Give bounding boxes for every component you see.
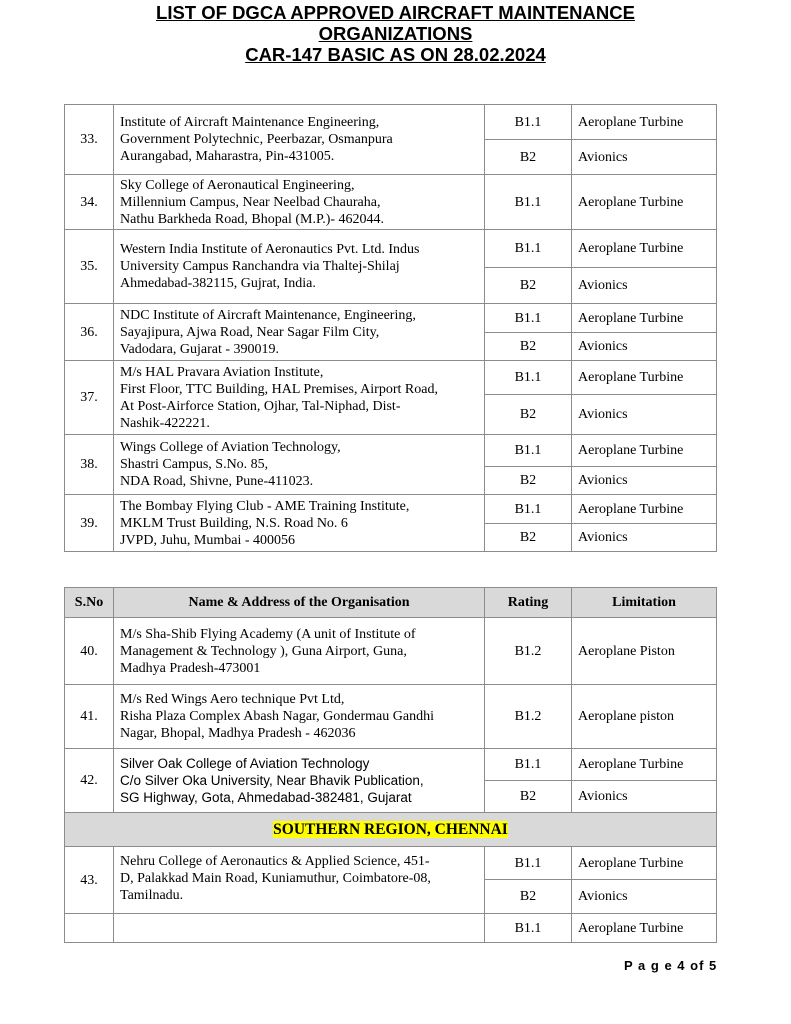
limitation-cell: Aeroplane piston: [572, 685, 717, 749]
region-row: [65, 813, 717, 847]
limitation-cell: Avionics: [572, 467, 717, 495]
table-row: [65, 685, 717, 749]
rating-cell: B1.2: [485, 618, 572, 685]
rating-cell: B2: [485, 467, 572, 495]
table-row: [65, 230, 717, 268]
serial-number: 38.: [65, 435, 114, 495]
address-line: NDC Institute of Aircraft Maintenance, Engineering,: [120, 307, 416, 323]
organisation-address: [114, 435, 485, 495]
serial-number: 39.: [65, 495, 114, 552]
limitation-cell: Avionics: [572, 880, 717, 914]
rating-cell: B1.1: [485, 230, 572, 268]
limitation-cell: Aeroplane Turbine: [572, 435, 717, 467]
address-line: Management & Technology ), Guna Airport, Guna,: [120, 643, 407, 659]
table-row: [65, 847, 717, 880]
rating-cell: B1.1: [485, 749, 572, 781]
limitation-cell: Avionics: [572, 524, 717, 552]
rating-cell: B2: [485, 880, 572, 914]
organisation-address: [114, 618, 485, 685]
rating-cell: B1.1: [485, 304, 572, 333]
organisation-address: [114, 685, 485, 749]
organisation-address: [114, 495, 485, 552]
address-line: JVPD, Juhu, Mumbai - 400056: [120, 532, 296, 548]
table-row: [65, 361, 717, 395]
limitation-cell: Avionics: [572, 781, 717, 813]
serial-number: 34.: [65, 175, 114, 230]
address-line: Nehru College of Aeronautics & Applied Science, 451-: [120, 854, 430, 869]
table-row: [65, 175, 717, 230]
address-line: Tamilnadu.: [120, 888, 184, 903]
limitation-cell: Aeroplane Turbine: [572, 230, 717, 268]
address-line: Vadodara, Gujarat - 390019.: [120, 341, 280, 357]
address-line: Government Polytechnic, Peerbazar, Osmanpura: [120, 132, 393, 147]
rating-cell: B2: [485, 268, 572, 304]
address-line: Millennium Campus, Near Neelbad Chauraha,: [120, 194, 381, 210]
address-line: Aurangabad, Maharastra, Pin-431005.: [120, 149, 335, 164]
address-line: M/s HAL Pravara Aviation Institute,: [120, 364, 324, 380]
table-header-row: [65, 588, 717, 618]
address-line: D, Palakkad Main Road, Kuniamuthur, Coimbatore-08,: [120, 871, 431, 886]
limitation-cell: Aeroplane Piston: [572, 618, 717, 685]
limitation-cell: Avionics: [572, 333, 717, 361]
address-line: Shastri Campus, S.No. 85,: [120, 457, 269, 472]
address-line: MKLM Trust Building, N.S. Road No. 6: [120, 515, 348, 531]
address-line: Western India Institute of Aeronautics Pvt. Ltd. Indus: [120, 242, 420, 257]
title-line-1: LIST OF DGCA APPROVED AIRCRAFT MAINTENANCE: [156, 2, 635, 23]
rating-cell: B1.1: [485, 175, 572, 230]
limitation-cell: Aeroplane Turbine: [572, 105, 717, 140]
address-line: M/s Sha-Shib Flying Academy (A unit of Institute of: [120, 626, 416, 642]
document-title: [0, 2, 791, 65]
organisation-address: [114, 230, 485, 304]
table-row: [65, 435, 717, 467]
limitation-cell: Aeroplane Turbine: [572, 175, 717, 230]
table-row: [65, 304, 717, 333]
rating-cell: B1.1: [485, 361, 572, 395]
limitation-cell: Aeroplane Turbine: [572, 361, 717, 395]
organisation-address: [114, 361, 485, 435]
rating-cell: B2: [485, 333, 572, 361]
address-line: C/o Silver Oka University, Near Bhavik Publication,: [120, 773, 424, 788]
limitation-cell: Aeroplane Turbine: [572, 847, 717, 880]
organisations-table: [64, 587, 717, 943]
address-line: Silver Oak College of Aviation Technology: [120, 756, 370, 771]
address-line: Risha Plaza Complex Abash Nagar, Gondermau Gandhi: [120, 709, 434, 724]
limitation-cell: Avionics: [572, 140, 717, 175]
limitation-cell: Aeroplane Turbine: [572, 749, 717, 781]
rating-cell: B2: [485, 524, 572, 552]
table-row: [65, 105, 717, 140]
table-row: [65, 749, 717, 781]
table-row: [65, 618, 717, 685]
region-heading-cell: [65, 813, 717, 847]
rating-cell: B2: [485, 140, 572, 175]
serial-number: 43.: [65, 847, 114, 914]
organisation-address: [114, 175, 485, 230]
serial-number: 41.: [65, 685, 114, 749]
address-line: SG Highway, Gota, Ahmedabad-382481, Gujarat: [120, 790, 412, 805]
title-line-2: ORGANIZATIONS: [318, 23, 473, 44]
column-header-limitation: Limitation: [572, 588, 717, 618]
serial-number: 42.: [65, 749, 114, 813]
organisations-table-continued: [64, 104, 717, 552]
serial-number: 35.: [65, 230, 114, 304]
serial-number: 36.: [65, 304, 114, 361]
address-line: At Post-Airforce Station, Ojhar, Tal-Niphad, Dist-: [120, 398, 401, 414]
table-row: [65, 495, 717, 524]
organisation-address: [114, 304, 485, 361]
region-heading: SOUTHERN REGION, CHENNAI: [273, 820, 508, 838]
column-header-name: Name & Address of the Organisation: [114, 588, 485, 618]
rating-cell: B1.1: [485, 105, 572, 140]
address-line: Nashik-422221.: [120, 415, 210, 431]
table-row: [65, 914, 717, 943]
rating-cell: B2: [485, 395, 572, 435]
address-line: First Floor, TTC Building, HAL Premises, Airport Road,: [120, 381, 438, 397]
organisation-address: [114, 105, 485, 175]
address-line: Sayajipura, Ajwa Road, Near Sagar Film City,: [120, 324, 380, 340]
address-line: Sky College of Aeronautical Engineering,: [120, 177, 355, 193]
limitation-cell: Avionics: [572, 268, 717, 304]
serial-number: [65, 914, 114, 943]
limitation-cell: Aeroplane Turbine: [572, 495, 717, 524]
address-line: The Bombay Flying Club - AME Training Institute,: [120, 498, 410, 514]
limitation-cell: Avionics: [572, 395, 717, 435]
limitation-cell: Aeroplane Turbine: [572, 304, 717, 333]
address-line: Wings College of Aviation Technology,: [120, 440, 341, 455]
rating-cell: B1.1: [485, 914, 572, 943]
serial-number: 33.: [65, 105, 114, 175]
address-line: Institute of Aircraft Maintenance Engineering,: [120, 115, 380, 130]
address-line: M/s Red Wings Aero technique Pvt Ltd,: [120, 692, 345, 707]
address-line: University Campus Ranchandra via Thaltej-Shilaj: [120, 259, 400, 274]
serial-number: 37.: [65, 361, 114, 435]
address-line: NDA Road, Shivne, Pune-411023.: [120, 474, 314, 489]
title-line-3: CAR-147 BASIC AS ON 28.02.2024: [245, 44, 546, 65]
address-line: Nathu Barkheda Road, Bhopal (M.P.)- 462044.: [120, 211, 385, 227]
rating-cell: B1.2: [485, 685, 572, 749]
address-line: Madhya Pradesh-473001: [120, 660, 261, 676]
organisation-address: [114, 847, 485, 914]
address-line: Ahmedabad-382115, Gujrat, India.: [120, 276, 316, 291]
rating-cell: B1.1: [485, 435, 572, 467]
organisation-address: [114, 749, 485, 813]
organisation-address: [114, 914, 485, 943]
page-number: P a g e 4 of 5: [624, 958, 718, 973]
limitation-cell: Aeroplane Turbine: [572, 914, 717, 943]
address-line: Nagar, Bhopal, Madhya Pradesh - 462036: [120, 726, 356, 741]
serial-number: 40.: [65, 618, 114, 685]
column-header-sno: S.No: [65, 588, 114, 618]
rating-cell: B1.1: [485, 847, 572, 880]
column-header-rating: Rating: [485, 588, 572, 618]
rating-cell: B1.1: [485, 495, 572, 524]
rating-cell: B2: [485, 781, 572, 813]
